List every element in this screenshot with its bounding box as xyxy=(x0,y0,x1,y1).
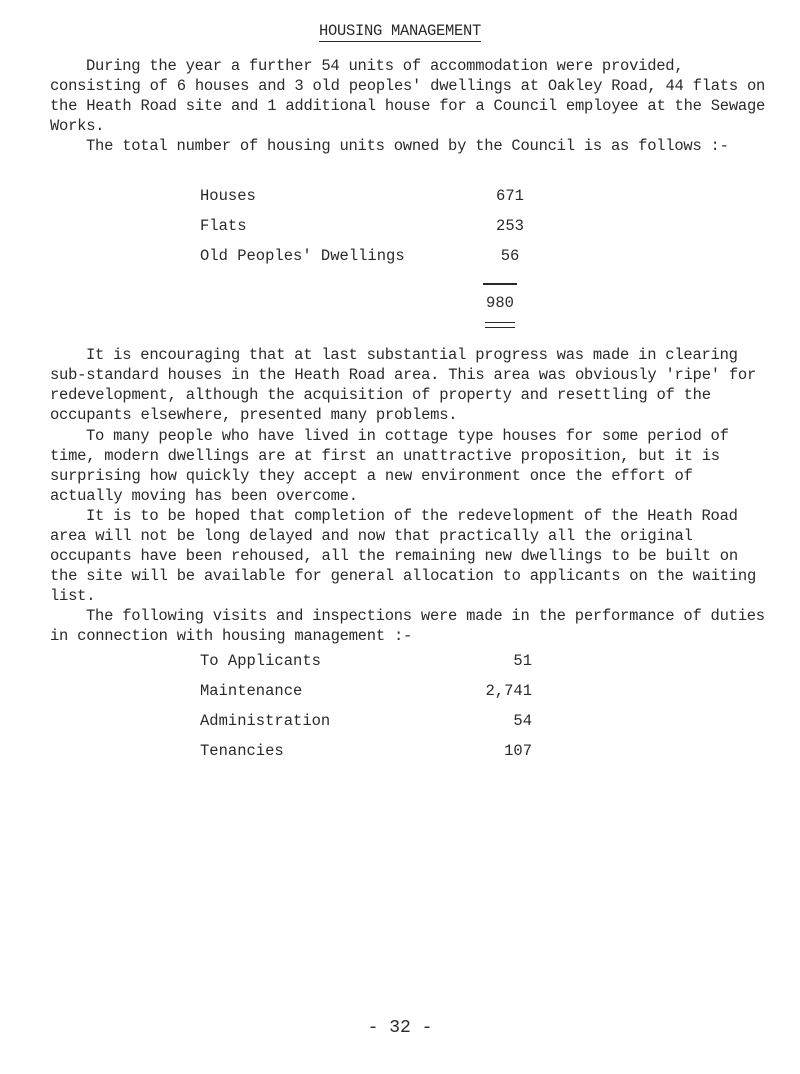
units-value: 56 xyxy=(500,247,520,265)
page-title: HOUSING MANAGEMENT xyxy=(318,22,482,40)
paragraph-visits-intro: The following visits and inspections were made in the performance of duties in connection with housing management :- xyxy=(50,607,765,645)
paragraph-redevelopment: It is to be hoped that completion of the redevelopment of the Heath Road area will not be long delayed and now that practically all the original occupants have been rehoused, all the remaining new dwellings to be built on the site will be available for general allocation to applicants on the waiting list. xyxy=(50,507,757,605)
units-label: Flats xyxy=(200,217,247,235)
visits-label: Maintenance xyxy=(200,682,303,700)
visits-value: 2,741 xyxy=(485,682,532,700)
units-label: Old Peoples' Dwellings xyxy=(200,247,405,265)
total-double-rule xyxy=(485,322,515,328)
units-value: 253 xyxy=(496,217,524,235)
paragraph-new-units: During the year a further 54 units of accommodation were provided, consisting of 6 houses and 3 old peoples' dwellings at Oakley Road, 44 flats on the Heath Road site and 1 additional house for a Council employee at the Sewage Works. xyxy=(50,57,766,135)
visits-table xyxy=(200,646,540,766)
visits-value: 51 xyxy=(513,652,532,670)
units-row-houses xyxy=(200,181,540,211)
housing-units-table xyxy=(200,181,540,271)
units-label: Houses xyxy=(200,187,256,205)
visits-row-maintenance xyxy=(200,676,540,706)
total-rule xyxy=(483,283,517,285)
visits-row-administration xyxy=(200,706,540,736)
paragraph-heath-road-progress: It is encouraging that at last substantial progress was made in clearing sub-standard houses in the Heath Road area. This area was obviously 'ripe' for redevelopment, although the acquisition of property and resettling of the occupants elsewhere, presented many problems. xyxy=(50,346,757,424)
page-number: - 32 - xyxy=(367,1018,433,1038)
visits-label: Tenancies xyxy=(200,742,284,760)
units-total: 980 xyxy=(486,294,514,312)
visits-label: To Applicants xyxy=(200,652,321,670)
visits-row-applicants xyxy=(200,646,540,676)
units-row-flats xyxy=(200,211,540,241)
units-value: 671 xyxy=(496,187,524,205)
visits-row-tenancies xyxy=(200,736,540,766)
visits-value: 107 xyxy=(504,742,532,760)
visits-value: 54 xyxy=(513,712,532,730)
paragraph-cottage-residents: To many people who have lived in cottage type houses for some period of time, modern dwellings are at first an unattractive proposition, but it is surprising how quickly they accept a new environment once the effort of actually moving has been overcome. xyxy=(50,427,729,505)
paragraph-total-intro: The total number of housing units owned by the Council is as follows :- xyxy=(86,137,729,155)
units-row-old-peoples-dwellings xyxy=(200,241,540,271)
visits-label: Administration xyxy=(200,712,331,730)
